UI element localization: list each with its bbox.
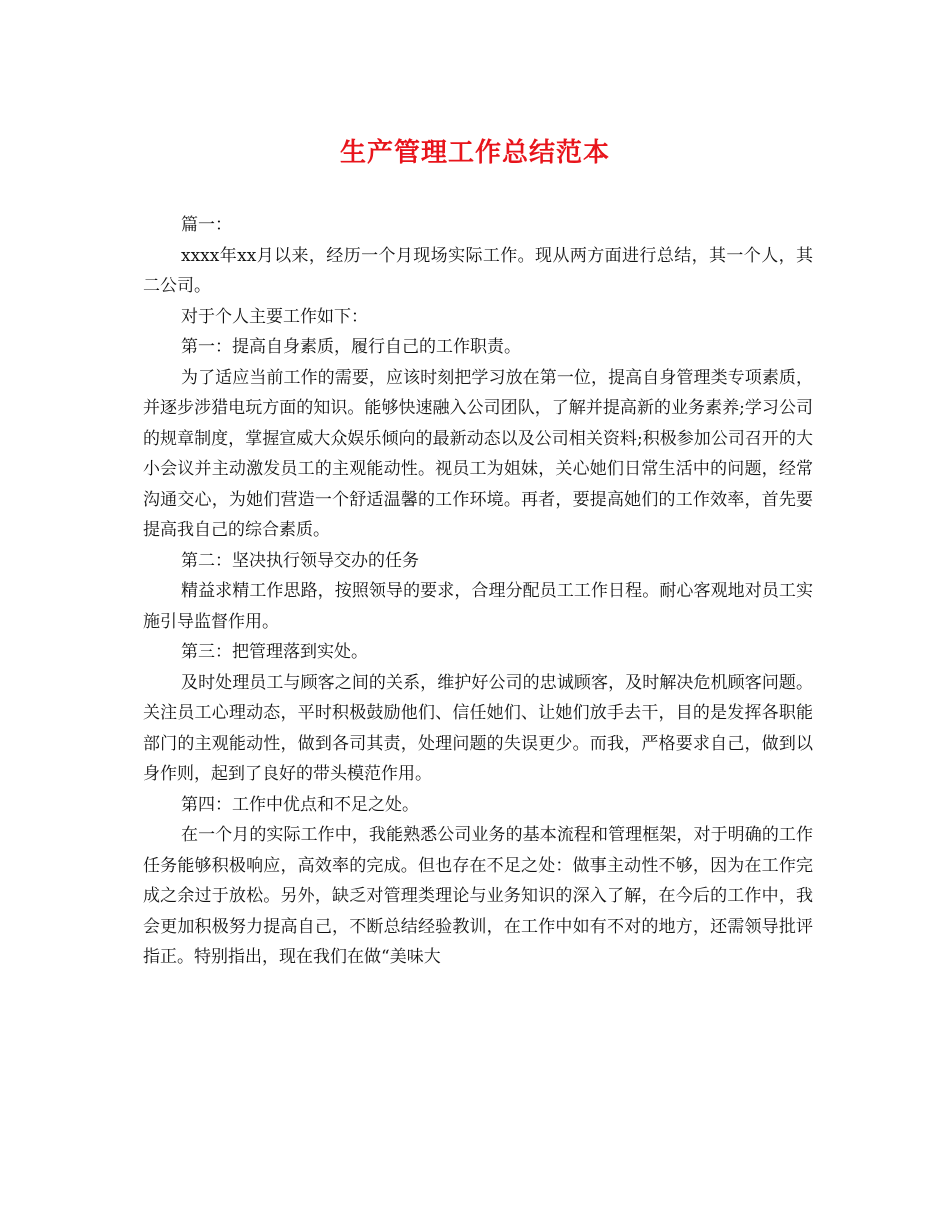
paragraph-point-three-heading: 第三：把管理落到实处。	[181, 642, 368, 662]
paragraph-section-heading: 篇一：	[181, 215, 232, 235]
document-body	[143, 210, 813, 973]
paragraph-point-three-body: 及时处理员工与顾客之间的关系，维护好公司的忠诚顾客，及时解决危机顾客问题。关注员工心理动态，平时积极鼓励他们、信任她们、让她们放手去干，目的是发挥各职能部门的主观能动性，做到各司其责，处理问题的失误更少。而我，严格要求自己，做到以身作则，起到了良好的带头模范作用。	[143, 672, 813, 784]
paragraph-intro: xxxx年xx月以来，经历一个月现场实际工作。现从两方面进行总结，其一个人，其二公司。	[143, 245, 813, 296]
paragraph-personal-work-heading: 对于个人主要工作如下：	[181, 306, 368, 327]
document-title: 生产管理工作总结范本	[339, 138, 610, 168]
paragraph-point-one-heading: 第一：提高自身素质，履行自己的工作职责。	[181, 337, 521, 357]
paragraph-point-one-body: 为了适应当前工作的需要，应该时刻把学习放在第一位，提高自身管理类专项素质，并逐步涉猎电玩方面的知识。能够快速融入公司团队，了解并提高新的业务素养;学习公司的规章制度，掌握宣威大众娱乐倾向的最新动态以及公司相关资料;积极参加公司召开的大小会议并主动激发员工的主观能动性。视员工为姐妹，关心她们日常生活中的问题，经常沟通交心，为她们营造一个舒适温馨的工作环境。再者，要提高她们的工作效率，首先要提高我自己的综合素质。	[143, 367, 813, 540]
paragraph-point-two-body: 精益求精工作思路，按照领导的要求，合理分配员工工作日程。耐心客观地对员工实施引导监督作用。	[143, 581, 813, 632]
paragraph-point-two-heading: 第二：坚决执行领导交办的任务	[181, 550, 419, 571]
paragraph-point-four-body: 在一个月的实际工作中，我能熟悉公司业务的基本流程和管理框架，对于明确的工作任务能够积极响应，高效率的完成。但也存在不足之处：做事主动性不够，因为在工作完成之余过于放松。另外，缺乏对管理类理论与业务知识的深入了解，在今后的工作中，我会更加积极努力提高自己，不断总结经验教训，在工作中如有不对的地方，还需领导批评指正。特别指出，现在我们在做“美味大	[143, 825, 813, 967]
paragraph-point-four-heading: 第四：工作中优点和不足之处。	[181, 794, 419, 815]
